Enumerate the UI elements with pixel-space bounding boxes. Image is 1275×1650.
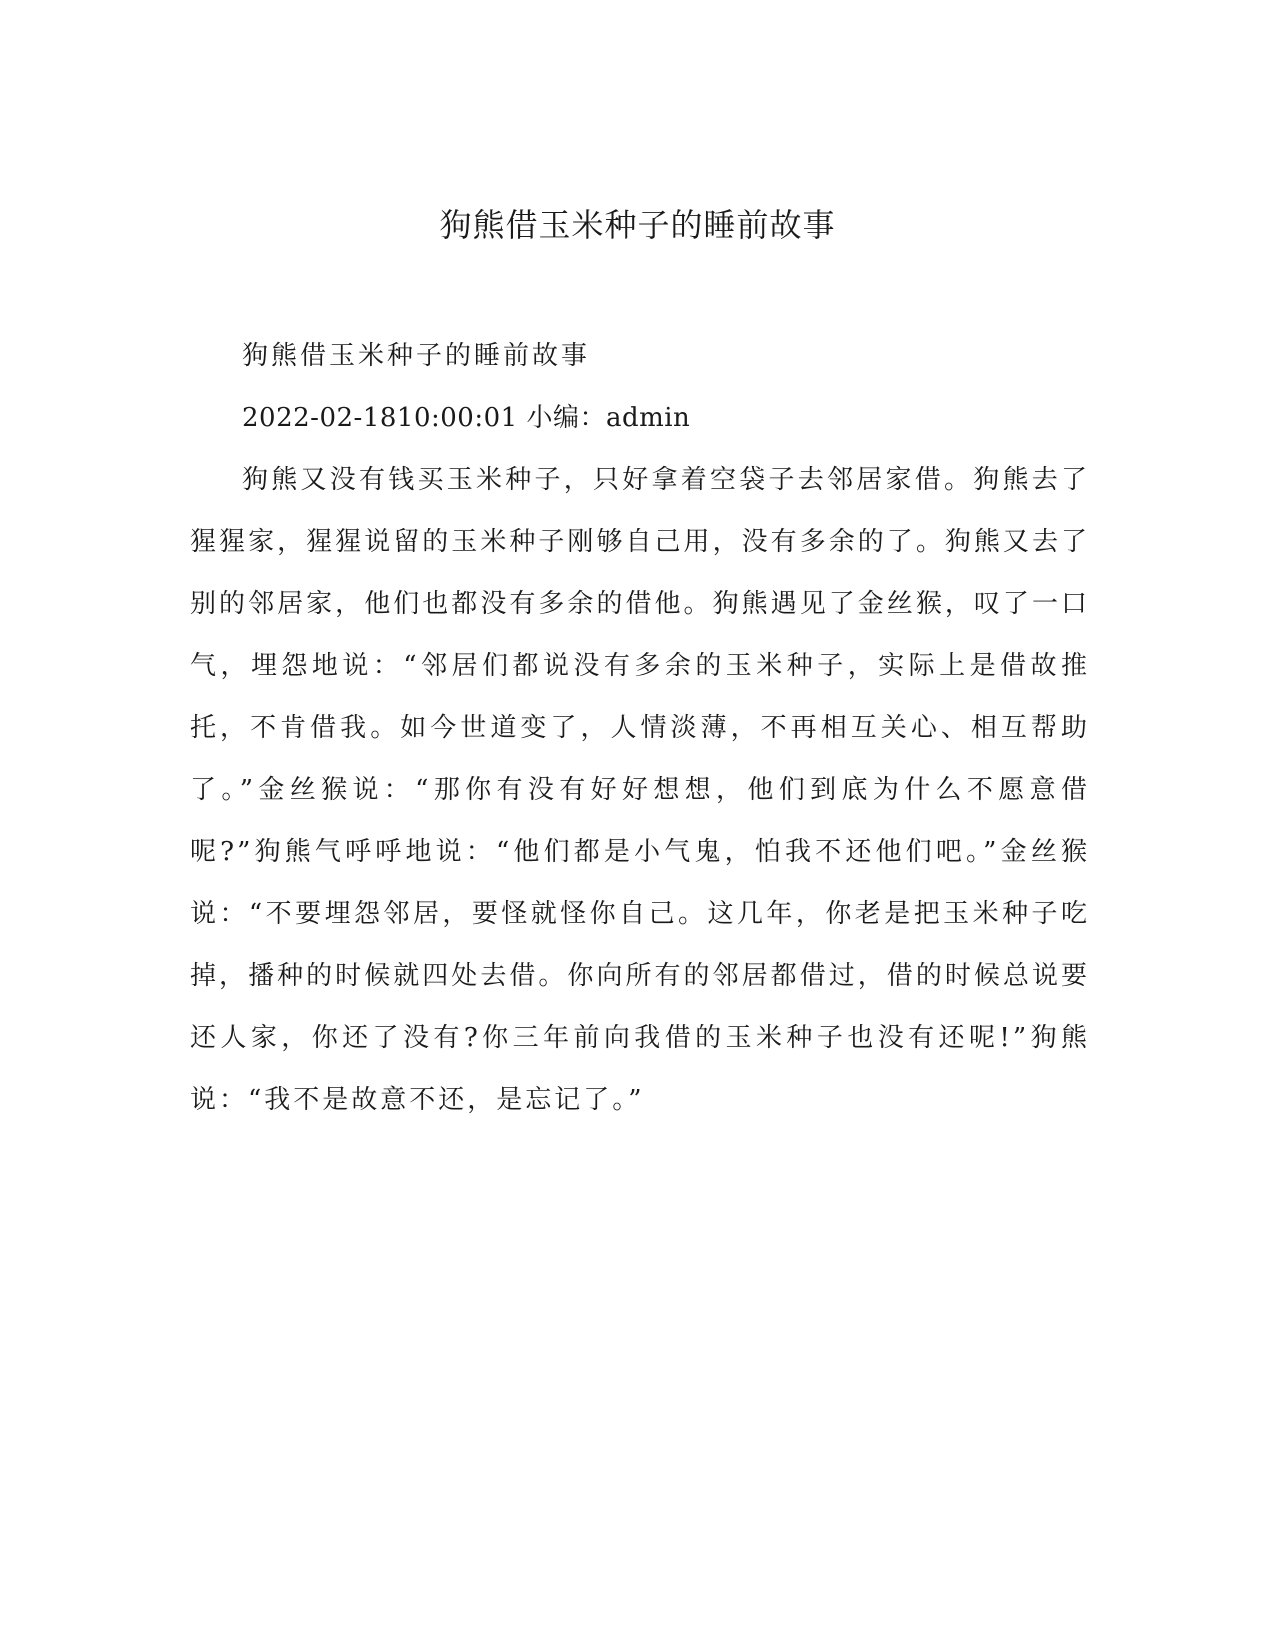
document-title: 狗熊借玉米种子的睡前故事 (439, 206, 836, 244)
story-paragraph: 狗熊又没有钱买玉米种子，只好拿着空袋子去邻居家借。狗熊去了猩猩家，猩猩说留的玉米种子刚够自己用，没有多余的了。狗熊又去了别的邻居家，他们也都没有多余的借他。狗熊遇见了金丝猴，叹了一口气，埋怨地说：“邻居们都说没有多余的玉米种子，实际上是借故推托，不肯借我。如今世道变了，人情淡薄，不再相互关心、相互帮助了。”金丝猴说：“那你有没有好好想想，他们到底为什么不愿意借呢?”狗熊气呼呼地说：“他们都是小气鬼，怕我不还他们吧。”金丝猴说：“不要埋怨邻居，要怪就怪你自己。这几年，你老是把玉米种子吃掉，播种的时候就四处去借。你向所有的邻居都借过，借的时候总说要还人家，你还了没有?你三年前向我借的玉米种子也没有还呢!”狗熊说：“我不是故意不还，是忘记了。” (190, 465, 1090, 1115)
article-subtitle: 狗熊借玉米种子的睡前故事 (242, 341, 591, 371)
article-meta-line: 2022-02-1810:00:01 小编：admin (242, 403, 691, 433)
document-body (190, 325, 1090, 1131)
